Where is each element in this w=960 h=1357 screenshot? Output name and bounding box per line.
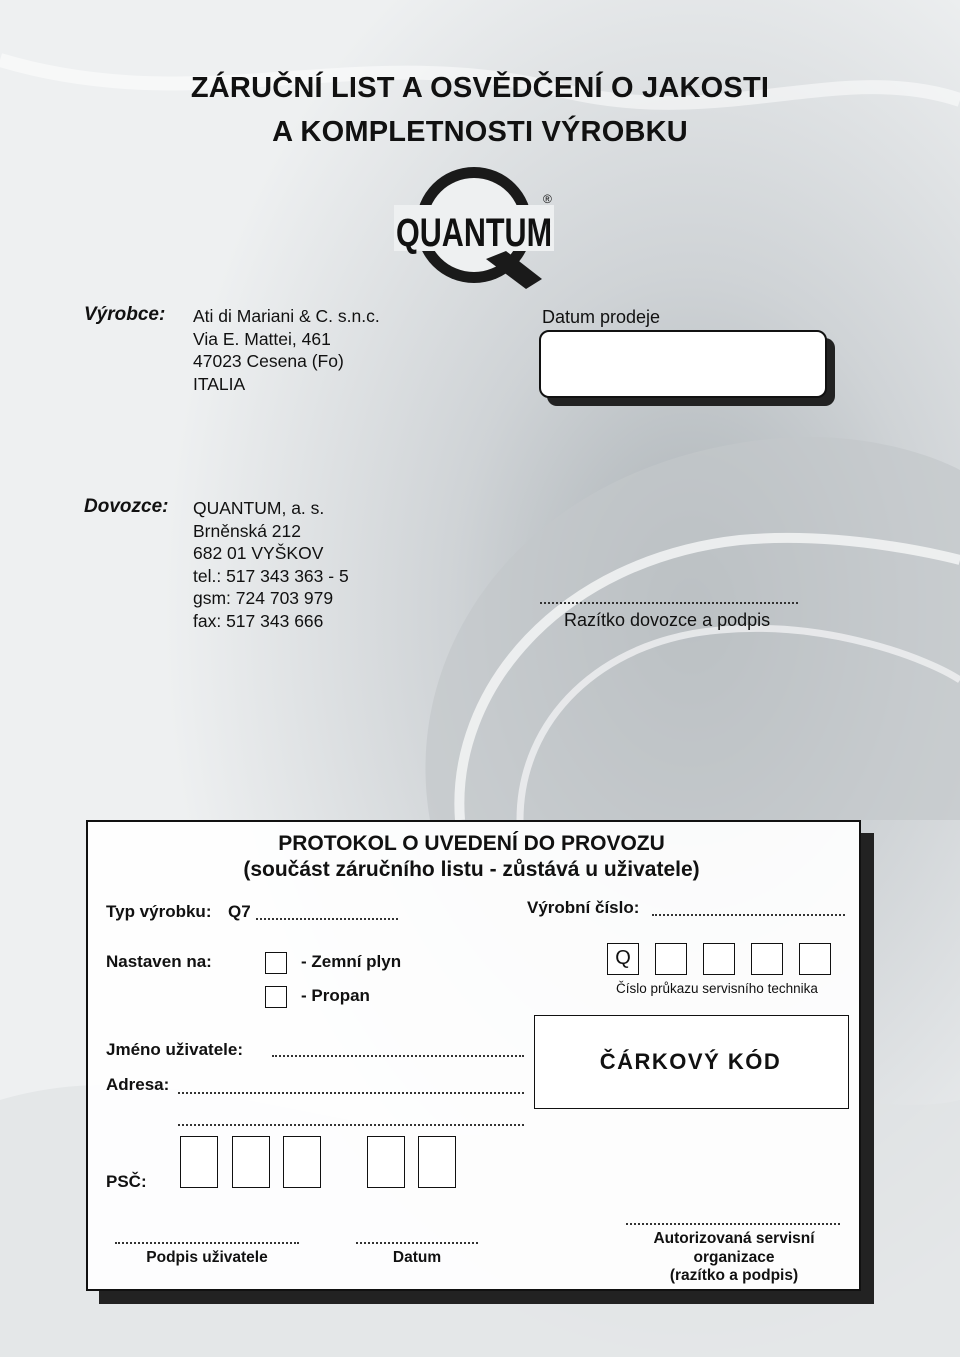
importer-line: tel.: 517 343 363 - 5 bbox=[193, 565, 349, 586]
technician-id-box[interactable] bbox=[655, 943, 687, 975]
user-signature-label: Podpis uživatele bbox=[146, 1249, 268, 1266]
date-signature-line[interactable] bbox=[356, 1242, 478, 1244]
product-type-value: Q7 bbox=[228, 902, 251, 921]
sale-date-field[interactable] bbox=[539, 330, 827, 398]
service-stamp-line[interactable] bbox=[626, 1223, 840, 1225]
serial-number-label: Výrobní číslo: bbox=[527, 898, 640, 917]
registered-mark: ® bbox=[543, 192, 552, 206]
service-label-line: (razítko a podpis) bbox=[669, 1267, 799, 1284]
service-label-line: Autorizovaná servisní bbox=[653, 1230, 815, 1247]
logo-text: QUANTUM bbox=[396, 211, 552, 255]
zip-digit-box[interactable] bbox=[232, 1136, 270, 1188]
importer-label: Dovozce: bbox=[84, 496, 169, 517]
barcode-label: ČÁRKOVÝ KÓD bbox=[599, 1049, 782, 1074]
manufacturer-line: Ati di Mariani & C. s.n.c. bbox=[193, 306, 380, 326]
user-name-field[interactable] bbox=[272, 1055, 524, 1057]
manufacturer-line: Via E. Mattei, 461 bbox=[193, 328, 331, 349]
date-label: Datum bbox=[392, 1249, 442, 1266]
address-label: Adresa: bbox=[106, 1075, 170, 1094]
technician-id-label: Číslo průkazu servisního technika bbox=[616, 981, 818, 996]
manufacturer-label: Výrobce: bbox=[84, 304, 166, 325]
title-line-1: ZÁRUČNÍ LIST A OSVĚDČENÍ O JAKOSTI bbox=[190, 72, 770, 104]
serial-number-field[interactable] bbox=[652, 914, 845, 916]
service-organization-label bbox=[616, 1230, 852, 1286]
manufacturer-address bbox=[193, 305, 380, 395]
technician-id-box[interactable] bbox=[751, 943, 783, 975]
technician-id-box[interactable] bbox=[799, 943, 831, 975]
manufacturer-line: 47023 Cesena (Fo) bbox=[193, 351, 344, 371]
stamp-label: Razítko dovozce a podpis bbox=[564, 610, 771, 630]
user-signature-line[interactable] bbox=[115, 1242, 299, 1244]
importer-address bbox=[193, 497, 349, 632]
product-type-label: Typ výrobku: bbox=[106, 902, 212, 921]
zip-digit-box[interactable] bbox=[283, 1136, 321, 1188]
zip-digit-box[interactable] bbox=[367, 1136, 405, 1188]
service-label-line: organizace bbox=[693, 1248, 775, 1266]
title-line-2: A KOMPLETNOSTI VÝROBKU bbox=[272, 116, 688, 148]
manufacturer-line: ITALIA bbox=[193, 373, 246, 394]
product-type-field[interactable] bbox=[256, 918, 398, 920]
zip-digit-box[interactable] bbox=[418, 1136, 456, 1188]
natural-gas-label: - Zemní plyn bbox=[301, 952, 402, 971]
set-to-label: Nastaven na: bbox=[106, 952, 212, 971]
technician-id-prefix: Q bbox=[607, 943, 639, 975]
address-field-line-2[interactable] bbox=[178, 1124, 524, 1126]
zip-label: PSČ: bbox=[106, 1172, 147, 1191]
importer-line: fax: 517 343 666 bbox=[193, 610, 324, 631]
importer-line: Brněnská 212 bbox=[193, 520, 301, 541]
importer-line: gsm: 724 703 979 bbox=[193, 588, 334, 608]
protocol-title: PROTOKOL O UVEDENÍ DO PROVOZU bbox=[278, 832, 665, 855]
importer-line: QUANTUM, a. s. bbox=[193, 498, 325, 518]
protocol-subtitle: (součást záručního listu - zůstává u uživatele) bbox=[243, 858, 700, 881]
propane-label: - Propan bbox=[301, 986, 370, 1005]
stamp-signature-line[interactable] bbox=[540, 602, 798, 604]
sale-date-label: Datum prodeje bbox=[542, 307, 661, 327]
user-name-label: Jméno uživatele: bbox=[106, 1040, 243, 1059]
quantum-logo bbox=[394, 163, 558, 293]
propane-checkbox[interactable] bbox=[265, 986, 287, 1008]
technician-id-box[interactable] bbox=[703, 943, 735, 975]
zip-digit-box[interactable] bbox=[180, 1136, 218, 1188]
natural-gas-checkbox[interactable] bbox=[265, 952, 287, 974]
importer-line: 682 01 VYŠKOV bbox=[193, 543, 324, 563]
address-field[interactable] bbox=[178, 1092, 524, 1094]
